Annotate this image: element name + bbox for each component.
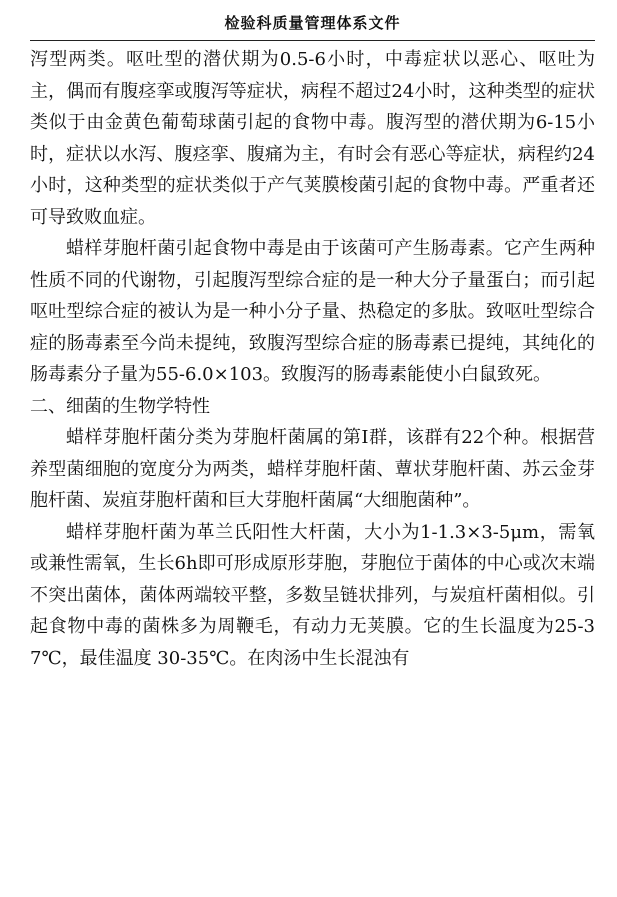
document-body xyxy=(30,44,595,674)
paragraph-symptoms: 泻型两类。呕吐型的潜伏期为0.5-6小时，中毒症状以恶心、呕吐为主，偶而有腹痉挛或腹泻等症状，病程不超过24小时，这种类型的症状类似于由金黄色葡萄球菌引起的食物中毒。腹泻型的潜伏期为6-15小时，症状以水泻、腹痉挛、腹痛为主，有时会有恶心等症状，病程约24小时，这种类型的症状类似于产气荚膜梭菌引起的食物中毒。严重者还可导致败血症。 xyxy=(30,49,595,228)
paragraph-classification: 蜡样芽胞杆菌分类为芽胞杆菌属的第Ⅰ群，该群有22个种。根据营养型菌细胞的宽度分为两类，蜡样芽胞杆菌、蕈状芽胞杆菌、苏云金芽胞杆菌、炭疽芽胞杆菌和巨大芽胞杆菌属“大细胞菌种”。 xyxy=(30,427,595,511)
section-heading-biological-characteristics: 二、细菌的生物学特性 xyxy=(30,395,210,417)
page-header xyxy=(30,6,595,41)
paragraph-enterotoxin: 蜡样芽胞杆菌引起食物中毒是由于该菌可产生肠毒素。它产生两种性质不同的代谢物，引起腹泻型综合症的是一种大分子量蛋白；而引起呕吐型综合症的被认为是一种小分子量、热稳定的多肽。致呕吐型综合症的肠毒素至今尚未提纯，致腹泻型综合症的肠毒素已提纯，其纯化的肠毒素分子量为55-6.0×103。致腹泻的肠毒素能使小白鼠致死。 xyxy=(30,238,595,385)
paragraph-morphology: 蜡样芽胞杆菌为革兰氏阳性大杆菌，大小为1-1.3×3-5μm，需氧或兼性需氧，生长6h即可形成原形芽胞，芽胞位于菌体的中心或次末端不突出菌体，菌体两端较平整，多数呈链状排列，与炭疽杆菌相似。引起食物中毒的菌株多为周鞭毛，有动力无荚膜。它的生长温度为25-37℃，最佳温度 30-35℃。在肉汤中生长混浊有 xyxy=(30,521,595,669)
document-title: 检验科质量管理体系文件 xyxy=(224,14,401,32)
